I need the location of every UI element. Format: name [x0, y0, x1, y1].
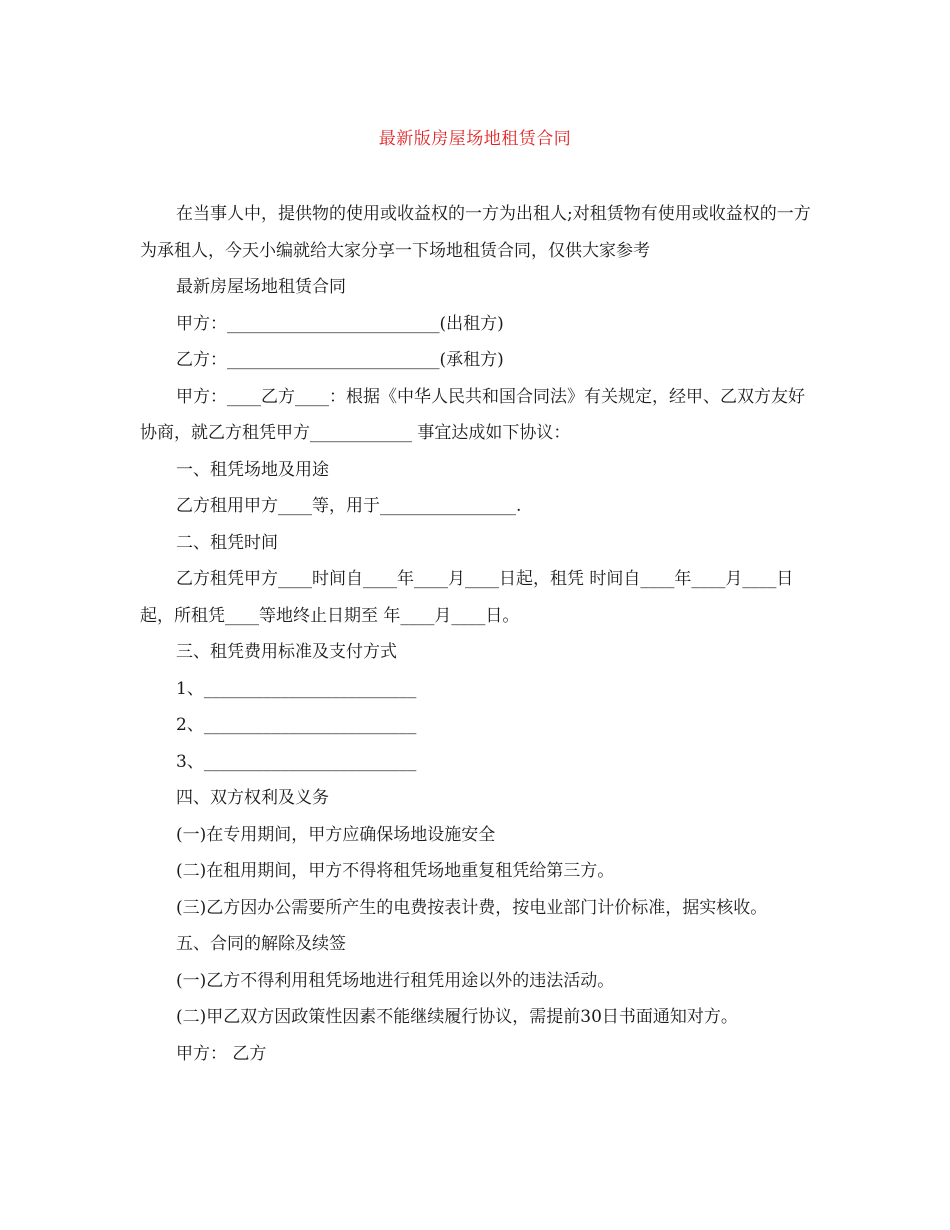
section-4-item-2: (二)在租用期间，甲方不得将租凭场地重复租凭给第三方。 — [176, 861, 615, 881]
section-4-item-1: (一)在专用期间，甲方应确保场地设施安全 — [176, 824, 496, 845]
party-b-line: 乙方：_________________________(承租方) — [176, 350, 504, 370]
section-3-item-2: 2、_________________________ — [176, 715, 417, 735]
party-a-line: 甲方：_________________________(出租方) — [176, 313, 504, 334]
section-2-heading: 二、租凭时间 — [176, 532, 278, 553]
intro-paragraph: 在当事人中，提供物的使用或收益权的一方为出租人;对租赁物有使用或收益权的一方为承租人，今天小编就给大家分享一下场地租赁合同，仅供大家参考 — [140, 204, 811, 261]
section-5-item-2: (二)甲乙双方因政策性因素不能继续履行协议，需提前30日书面通知对方。 — [176, 1007, 738, 1027]
preamble-paragraph: 甲方：____乙方____：根据《中华人民共和国合同法》有关规定，经甲、乙双方友好协商，就乙方租凭甲方____________ 事宜达成如下协议： — [140, 386, 805, 443]
section-5-heading: 五、合同的解除及续签 — [176, 934, 346, 954]
section-4-heading: 四、双方权利及义务 — [176, 788, 329, 808]
section-5-item-1: (一)乙方不得利用租凭场地进行租凭用途以外的违法活动。 — [176, 970, 615, 991]
section-1-text: 乙方租用甲方____等，用于________________. — [176, 496, 522, 516]
document-body — [140, 196, 812, 1072]
section-4-item-3: (三)乙方因办公需要所产生的电费按表计费，按电业部门计价标准，据实核收。 — [176, 897, 768, 918]
section-2-text: 乙方租凭甲方____时间自____年____月____日起，租凭 时间自____年____月____日起，所租凭____等地终止日期至 年____月____日。 — [140, 569, 794, 626]
section-3-item-3: 3、_________________________ — [176, 751, 417, 772]
section-3-heading: 三、租凭费用标准及支付方式 — [176, 642, 397, 662]
section-1-heading: 一、租凭场地及用途 — [176, 459, 329, 480]
document-title: 最新版房屋场地租赁合同 — [378, 129, 572, 149]
signature-line: 甲方： 乙方 — [176, 1043, 267, 1064]
contract-heading: 最新房屋场地租赁合同 — [176, 277, 346, 297]
section-3-item-1: 1、_________________________ — [176, 678, 417, 699]
